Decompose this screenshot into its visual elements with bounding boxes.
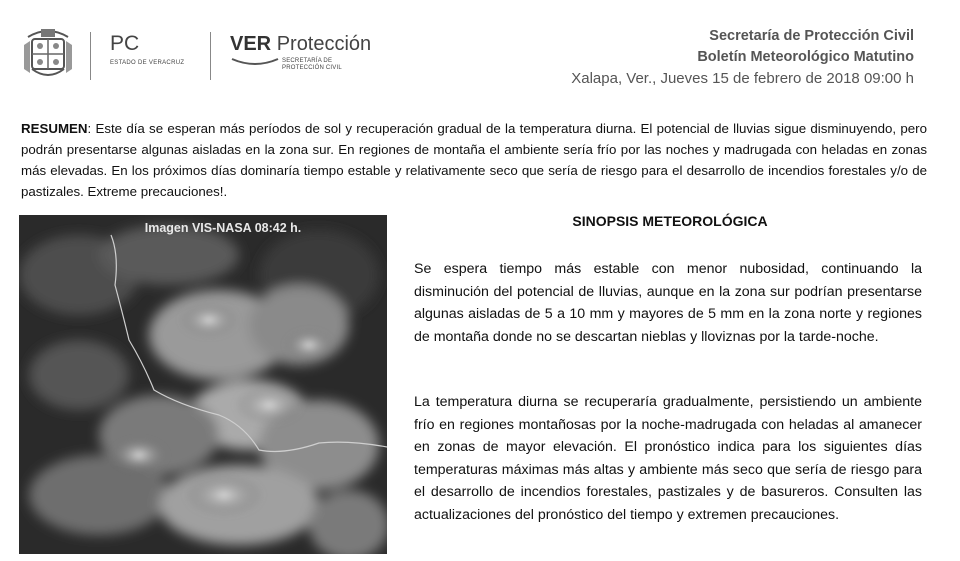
satellite-caption: Imagen VIS-NASA 08:42 h. <box>144 221 302 235</box>
agency-name: Secretaría de Protección Civil <box>709 28 914 44</box>
pc-logo-subtitle: ESTADO DE VERACRUZ <box>110 60 185 66</box>
veracruz-seal-logo <box>22 25 74 81</box>
divider <box>210 32 211 80</box>
pc-logo-title: PC <box>110 32 140 55</box>
ver-logo-subtitle <box>282 58 342 72</box>
summary-label: RESUMEN <box>21 121 88 136</box>
synopsis-paragraph-2: La temperatura diurna se recuperaría gradualmente, persistiendo un ambiente frío en regiones montañosas por la noche-madrugada con heladas al amanecer en zonas de mayor elevación. El pronóstico indica para los siguientes días temperaturas máximas más altas y ambiente más seco que sería de riesgo para el desarrollo de incendios forestales, pastizales y de basureros. Consulten las actualizaciones del pronóstico del tiempo y extremen precauciones. <box>414 394 922 523</box>
divider <box>90 32 91 80</box>
swoosh-icon <box>231 57 279 67</box>
summary-text: : Este día se esperan más períodos de sol y recuperación gradual de la temperatura diurna. El potencial de lluvias sigue disminuyendo, pero podrán presentarse algunas aisladas en la zona sur. En regiones de montaña el ambiente sería frío por las noches y madrugada con heladas en zonas más elevadas. En los próximos días dominaría tiempo estable y relativamente seco que sería de riesgo para el desarrollo de incendios forestales y/o de pastizales. Extreme precauciones!. <box>21 121 927 199</box>
ver-brand: VER <box>230 33 272 55</box>
bulletin-header <box>0 0 960 100</box>
synopsis-paragraph-1: Se espera tiempo más estable con menor nubosidad, continuando la disminución del potencial de lluvias, aunque en la zona sur podrían presentarse algunas aisladas de 5 a 10 mm y mayores de 5 mm en la zona norte y regiones de montaña donde no se descartan nieblas y lloviznas por la tarde-noche. <box>414 261 922 345</box>
ver-logo-title <box>230 33 371 56</box>
satellite-image <box>19 215 387 554</box>
bulletin-title: Boletín Meteorológico Matutino <box>697 49 914 65</box>
ver-subtitle-line1: SECRETARÍA DE <box>282 58 333 64</box>
satellite-cloud-imagery <box>19 215 387 554</box>
location-date: Xalapa, Ver., Jueves 15 de febrero de 2018 09:00 h <box>571 70 914 87</box>
ver-title: Protección <box>276 33 372 55</box>
ver-subtitle-line2: PROTECCIÓN CIVIL <box>282 65 342 71</box>
synopsis-title: SINOPSIS METEOROLÓGICA <box>572 213 768 229</box>
summary-paragraph <box>21 118 927 202</box>
header-info <box>571 26 914 89</box>
